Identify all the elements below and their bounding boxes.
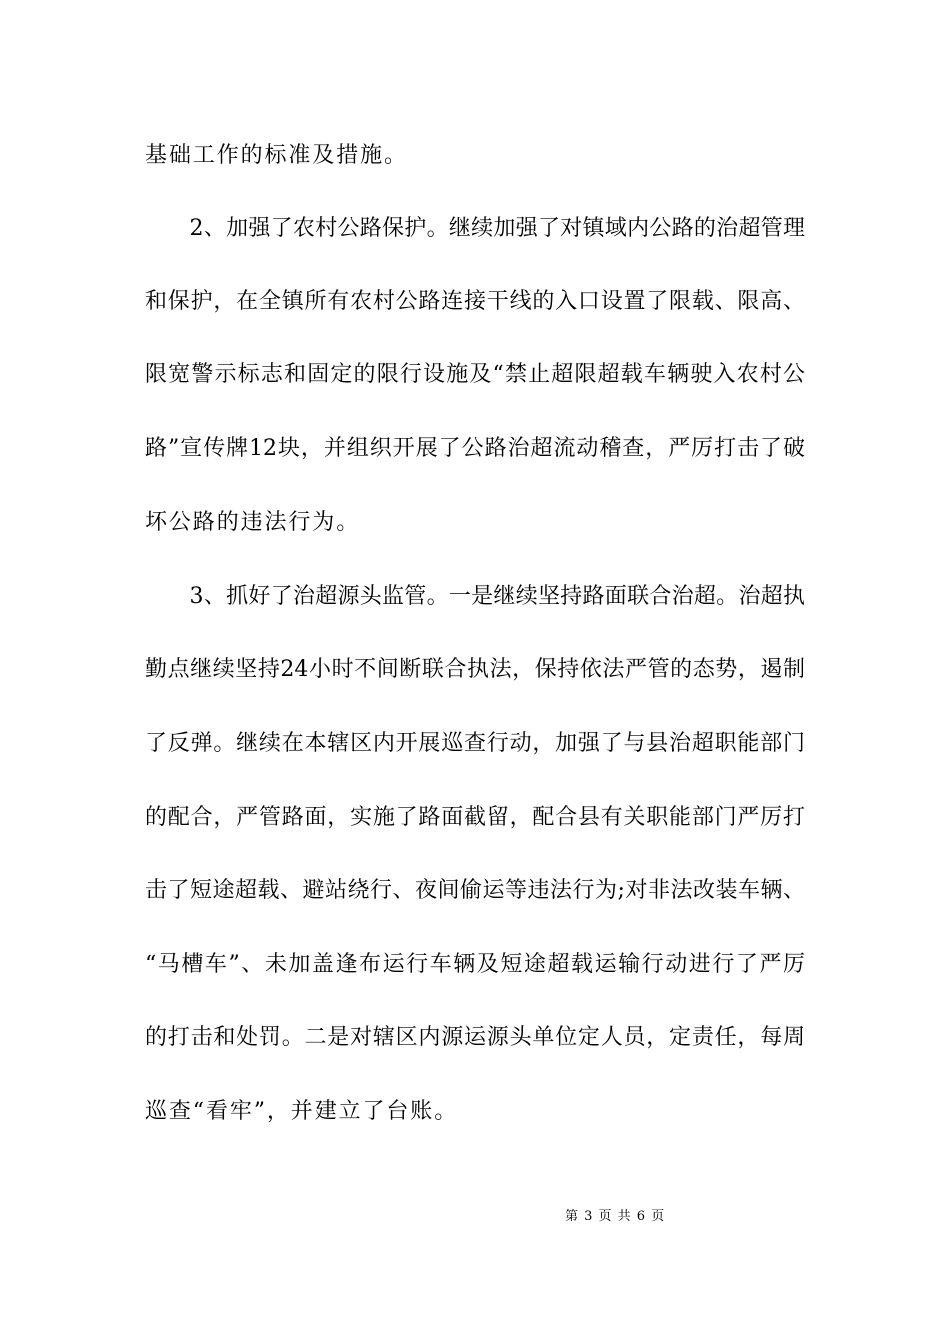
text-line: 巡查“看牢”，并建立了台账。: [145, 1099, 459, 1124]
text-line: 3、抓好了治超源头监管。一是继续坚持路面联合治超。治超执: [145, 584, 805, 609]
text-line: 击了短途超载、避站绕行、夜间偷运等违法行为;对非法改装车辆、: [145, 878, 805, 903]
text-line: 基础工作的标准及措施。: [145, 143, 408, 168]
text-line: 限宽警示标志和固定的限行设施及“禁止超限超载车辆驶入农村公: [145, 362, 805, 387]
text-line: 和保护，在全镇所有农村公路连接干线的入口设置了限载、限高、: [145, 289, 805, 314]
text-line: 了反弹。继续在本辖区内开展巡查行动，加强了与县治超职能部门: [145, 731, 805, 756]
text-line: 坏公路的违法行为。: [145, 510, 361, 535]
text-line: 的打击和处罚。二是对辖区内源运源头单位定人员，定责任，每周: [145, 1025, 805, 1050]
page-number: 第 3 页 共 6 页: [565, 1209, 666, 1224]
text-line: “马槽车”、未加盖逢布运行车辆及短途超载运输行动进行了严厉: [145, 952, 805, 977]
text-line: 的配合，严管路面，实施了路面截留，配合县有关职能部门严厉打: [145, 805, 805, 830]
text-line: 路”宣传牌12块，并组织开展了公路治超流动稽查，严厉打击了破: [145, 436, 805, 461]
text-line: 勤点继续坚持24小时不间断联合执法，保持依法严管的态势，遏制: [145, 657, 805, 682]
text-line: 2、加强了农村公路保护。继续加强了对镇域内公路的治超管理: [145, 216, 805, 241]
